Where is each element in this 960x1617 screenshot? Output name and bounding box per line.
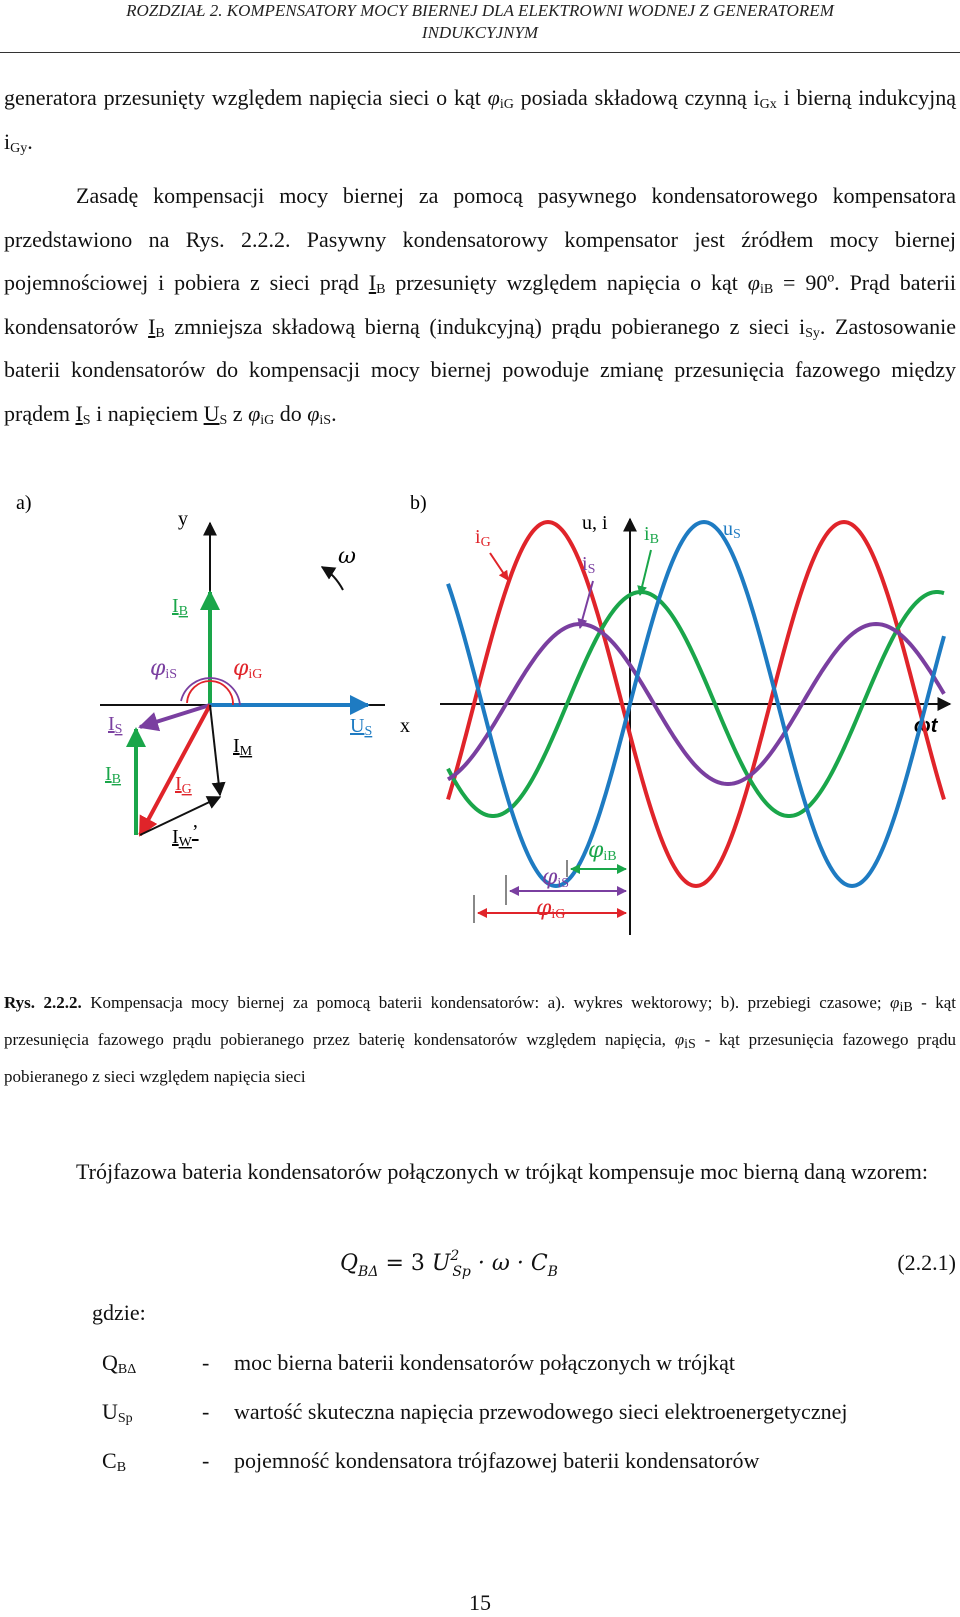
subscript: iB: [759, 282, 774, 297]
label-wt: ωt: [914, 715, 938, 737]
subscript: iS: [319, 412, 332, 428]
page-number: 15: [469, 1590, 491, 1615]
label-uS: uS: [723, 518, 741, 542]
eq-text: · ω ·: [470, 1251, 531, 1276]
caption-number: Rys. 2.2.2.: [4, 993, 82, 1012]
header-line-2: INDUKCYJNYM: [421, 23, 539, 42]
pointer-iB: [640, 550, 651, 595]
text: i napięciem: [90, 400, 204, 426]
label-phi-iG-a: φiG: [233, 656, 263, 682]
phi-symbol: φ: [890, 993, 900, 1012]
eq-text: = 3: [378, 1251, 432, 1276]
def-text: moc bierna baterii kondensatorów połączonych w trójkąt: [234, 1350, 735, 1375]
text: i bierną indukcyjną i: [4, 85, 956, 154]
label-IG: IG: [175, 773, 192, 797]
label-iS: iS: [582, 553, 596, 577]
text: - kąt przesunięcia fazowego prądu pobieranego z sieci względem napięcia sieci: [4, 1030, 956, 1086]
def-dash: -: [202, 1448, 210, 1473]
label-IM: IM: [233, 735, 253, 759]
phi-symbol: φ: [307, 400, 320, 426]
eq-symbol: U: [431, 1251, 451, 1276]
text: Trójfazowa bateria kondensatorów połączonych w trójkąt kompensuje moc bierną daną wzorem:: [76, 1159, 929, 1184]
def-symbol: $U_{Sp}$: [102, 1399, 133, 1426]
def-text: pojemność kondensatora trójfazowej baterii kondensatorów: [234, 1448, 760, 1473]
pointer-iS: [580, 581, 593, 628]
text: Zasadę kompensacji mocy biernej za pomocą pasywnego kondensatorowego kompensatora przedstawiono na Rys. 2.2.2. Pasywny kondensatorowy kompensator jest źródłem mocy biernej pojemnościowej i pobiera z sieci prąd: [4, 183, 956, 295]
paragraph-2: [4, 174, 956, 435]
text: posiada składową czynną i: [513, 85, 760, 110]
running-header: [0, 0, 960, 53]
text: = 90º. Prąd baterii kondensatorów: [4, 270, 956, 339]
label-phi-iS-a: φiS: [150, 656, 178, 682]
subscript: S: [82, 412, 91, 428]
paragraph-3: [4, 1150, 956, 1194]
eq-subscript: Sp: [452, 1264, 471, 1280]
eq-subscript: B: [547, 1264, 558, 1280]
equation-2-2-1: [340, 1248, 558, 1280]
phi-symbol: φ: [487, 85, 500, 110]
phi-symbol: φ: [747, 270, 760, 295]
def-symbol: $Q_{B\Delta}$: [102, 1350, 137, 1377]
subscript: B: [155, 325, 165, 341]
label-a: a): [16, 495, 32, 514]
label-iB: iB: [644, 523, 659, 547]
label-y-axis: y: [178, 508, 188, 530]
text: z: [227, 400, 249, 426]
rotation-arrow: [322, 567, 343, 590]
label-x-axis: x: [400, 715, 410, 737]
label-u-i: u, i: [582, 512, 608, 534]
subscript: iG: [499, 97, 514, 112]
header-line-1: ROZDZIAŁ 2. KOMPENSATORY MOCY BIERNEJ DLA ELEKTROWNI WODNEJ Z GENERATOREM: [126, 1, 834, 20]
subscript: Gy: [10, 140, 28, 156]
def-text: wartość skuteczna napięcia przewodowego sieci elektroenergetycznej: [234, 1399, 848, 1424]
subscript: Gx: [759, 97, 777, 112]
text: zmniejsza składową bierną (indukcyjną) prądu pobieranego z sieci i: [164, 313, 806, 339]
text: Kompensacja mocy biernej za pomocą baterii kondensatorów: a). wykres wektorowy; b). przebiegi czasowe;: [81, 993, 891, 1012]
subscript: Sy: [805, 325, 820, 341]
label-IS: IS: [108, 713, 123, 737]
omega-label: ω: [338, 544, 356, 569]
text: do: [274, 400, 308, 426]
label-IB-left: IB: [105, 763, 122, 787]
label-phi-iS-b: φiS: [542, 865, 570, 891]
subscript: iS: [684, 1037, 696, 1052]
def-symbol: $C_B$: [102, 1448, 127, 1475]
eq-superscript: 2: [450, 1248, 460, 1264]
text: .: [331, 400, 337, 426]
where-label: gdzie:: [92, 1300, 146, 1325]
paragraph-1: [4, 76, 956, 163]
label-b: b): [410, 495, 427, 514]
label-phi-iB-b: φiB: [588, 838, 617, 864]
text: generatora przesunięty względem napięcia sieci o kąt: [4, 85, 488, 110]
figure-2-2-2: [0, 495, 960, 965]
eq-subscript: BΔ: [358, 1264, 379, 1280]
phi-symbol: φ: [674, 1030, 685, 1049]
eq-symbol: Q: [340, 1251, 359, 1276]
subscript: iG: [260, 412, 275, 428]
equation-number: (2.2.1): [897, 1250, 956, 1275]
pointer-iG: [490, 553, 508, 580]
subscript: iB: [899, 1000, 913, 1015]
symbol: U: [203, 400, 220, 426]
label-IB-top: IB: [172, 595, 189, 619]
subscript: S: [219, 412, 228, 428]
symbol: I: [75, 400, 83, 426]
phi-symbol: φ: [248, 400, 261, 426]
label-US: US: [350, 715, 373, 739]
text: przesunięty względem napięcia o kąt: [385, 270, 748, 295]
def-dash: -: [202, 1399, 210, 1424]
text: .: [27, 128, 33, 154]
subscript: B: [376, 282, 386, 297]
label-phi-iG-b: φiG: [536, 896, 566, 922]
def-dash: -: [202, 1350, 210, 1375]
eq-symbol: C: [530, 1251, 548, 1276]
label-IW: IW’: [172, 821, 199, 850]
vector-IM: [210, 705, 220, 795]
text: . Zastosowanie baterii kondensatorów do kompensacji mocy biernej powoduje zmianę przesunięcia fazowego między prądem: [4, 313, 957, 426]
symbol: I: [148, 313, 156, 339]
text: - kąt przesunięcia fazowego prądu pobieranego przez baterię kondensatorów względem napięcia,: [4, 993, 956, 1049]
label-iG: iG: [475, 526, 491, 550]
symbol: I: [368, 270, 377, 295]
figure-caption: [4, 984, 956, 1095]
